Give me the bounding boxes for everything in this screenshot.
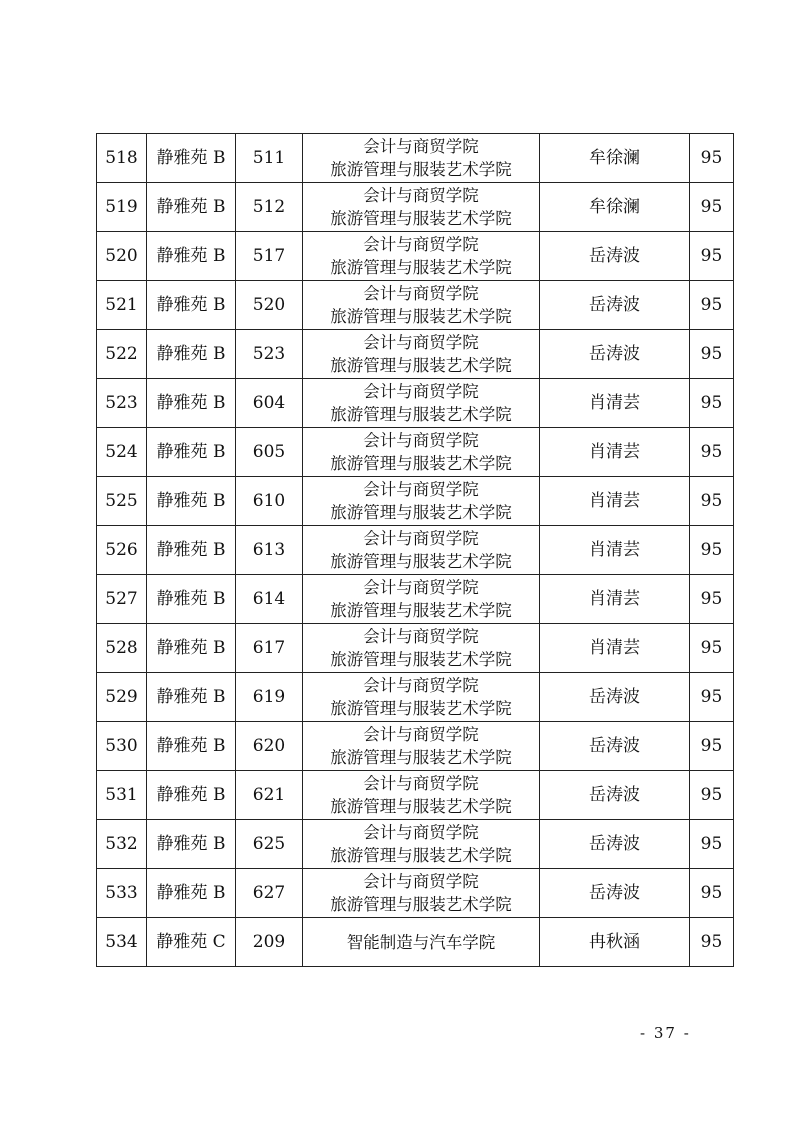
cell-room: 511 [236, 134, 303, 183]
college-line: 会计与商贸学院 [363, 774, 479, 793]
cell-score: 95 [690, 722, 734, 771]
cell-number: 531 [97, 771, 147, 820]
cell-score: 95 [690, 232, 734, 281]
table-row [97, 134, 734, 183]
cell-building: 静雅苑 B [147, 526, 236, 575]
cell-building: 静雅苑 B [147, 330, 236, 379]
cell-person: 冉秋涵 [540, 918, 690, 967]
cell-person: 肖清芸 [540, 379, 690, 428]
cell-score: 95 [690, 379, 734, 428]
cell-building: 静雅苑 B [147, 820, 236, 869]
cell-number: 534 [97, 918, 147, 967]
cell-college [303, 624, 540, 673]
cell-building: 静雅苑 B [147, 722, 236, 771]
cell-college [303, 575, 540, 624]
cell-person: 岳涛波 [540, 771, 690, 820]
college-line: 旅游管理与服装艺术学院 [330, 699, 512, 718]
cell-room: 625 [236, 820, 303, 869]
college-line: 会计与商贸学院 [363, 333, 479, 352]
cell-room: 610 [236, 477, 303, 526]
cell-number: 533 [97, 869, 147, 918]
college-line: 旅游管理与服装艺术学院 [330, 748, 512, 767]
cell-college [303, 281, 540, 330]
cell-room: 523 [236, 330, 303, 379]
cell-score: 95 [690, 477, 734, 526]
cell-college [303, 820, 540, 869]
cell-room: 620 [236, 722, 303, 771]
cell-college [303, 330, 540, 379]
cell-building: 静雅苑 B [147, 379, 236, 428]
college-line: 旅游管理与服装艺术学院 [330, 895, 512, 914]
college-line: 会计与商贸学院 [363, 480, 479, 499]
table-row [97, 526, 734, 575]
cell-college [303, 183, 540, 232]
college-line: 旅游管理与服装艺术学院 [330, 552, 512, 571]
cell-person: 肖清芸 [540, 428, 690, 477]
cell-number: 530 [97, 722, 147, 771]
cell-college [303, 869, 540, 918]
cell-number: 521 [97, 281, 147, 330]
cell-room: 209 [236, 918, 303, 967]
table-row [97, 918, 734, 967]
college-line: 旅游管理与服装艺术学院 [330, 797, 512, 816]
cell-college [303, 232, 540, 281]
cell-building: 静雅苑 C [147, 918, 236, 967]
cell-number: 518 [97, 134, 147, 183]
table-row [97, 232, 734, 281]
table-row [97, 477, 734, 526]
cell-room: 621 [236, 771, 303, 820]
table-row [97, 869, 734, 918]
cell-score: 95 [690, 820, 734, 869]
cell-room: 520 [236, 281, 303, 330]
dormitory-score-table [96, 133, 734, 967]
table-row [97, 183, 734, 232]
cell-building: 静雅苑 B [147, 232, 236, 281]
cell-score: 95 [690, 428, 734, 477]
college-line: 会计与商贸学院 [363, 137, 479, 156]
cell-number: 527 [97, 575, 147, 624]
table-row [97, 281, 734, 330]
cell-college [303, 379, 540, 428]
cell-college [303, 428, 540, 477]
college-line: 会计与商贸学院 [363, 823, 479, 842]
cell-college [303, 526, 540, 575]
table-row [97, 428, 734, 477]
page-number: - 37 - [640, 1024, 691, 1042]
cell-room: 617 [236, 624, 303, 673]
cell-building: 静雅苑 B [147, 134, 236, 183]
cell-person: 岳涛波 [540, 820, 690, 869]
cell-score: 95 [690, 183, 734, 232]
college-line: 旅游管理与服装艺术学院 [330, 846, 512, 865]
cell-building: 静雅苑 B [147, 281, 236, 330]
college-line: 会计与商贸学院 [363, 627, 479, 646]
cell-number: 525 [97, 477, 147, 526]
cell-person: 岳涛波 [540, 330, 690, 379]
cell-college [303, 673, 540, 722]
cell-score: 95 [690, 281, 734, 330]
college-line: 旅游管理与服装艺术学院 [330, 160, 512, 179]
cell-room: 605 [236, 428, 303, 477]
college-line: 会计与商贸学院 [363, 235, 479, 254]
cell-person: 岳涛波 [540, 722, 690, 771]
cell-score: 95 [690, 673, 734, 722]
cell-room: 627 [236, 869, 303, 918]
cell-room: 613 [236, 526, 303, 575]
college-line: 旅游管理与服装艺术学院 [330, 454, 512, 473]
cell-number: 529 [97, 673, 147, 722]
college-line: 旅游管理与服装艺术学院 [330, 307, 512, 326]
college-line: 会计与商贸学院 [363, 578, 479, 597]
cell-building: 静雅苑 B [147, 624, 236, 673]
cell-person: 岳涛波 [540, 281, 690, 330]
college-line: 旅游管理与服装艺术学院 [330, 258, 512, 277]
college-line: 会计与商贸学院 [363, 872, 479, 891]
cell-person: 肖清芸 [540, 477, 690, 526]
cell-building: 静雅苑 B [147, 673, 236, 722]
cell-number: 532 [97, 820, 147, 869]
cell-number: 522 [97, 330, 147, 379]
college-line: 智能制造与汽车学院 [346, 932, 496, 952]
college-line: 旅游管理与服装艺术学院 [330, 601, 512, 620]
cell-building: 静雅苑 B [147, 183, 236, 232]
table-body [97, 134, 734, 967]
cell-person: 肖清芸 [540, 624, 690, 673]
cell-score: 95 [690, 134, 734, 183]
cell-person: 岳涛波 [540, 673, 690, 722]
cell-person: 岳涛波 [540, 869, 690, 918]
college-line: 旅游管理与服装艺术学院 [330, 356, 512, 375]
cell-score: 95 [690, 526, 734, 575]
cell-number: 524 [97, 428, 147, 477]
table-row [97, 330, 734, 379]
cell-number: 526 [97, 526, 147, 575]
cell-building: 静雅苑 B [147, 428, 236, 477]
cell-number: 519 [97, 183, 147, 232]
cell-person: 岳涛波 [540, 232, 690, 281]
college-line: 会计与商贸学院 [363, 529, 479, 548]
cell-room: 512 [236, 183, 303, 232]
cell-score: 95 [690, 330, 734, 379]
cell-building: 静雅苑 B [147, 869, 236, 918]
table-row [97, 820, 734, 869]
cell-score: 95 [690, 918, 734, 967]
cell-score: 95 [690, 575, 734, 624]
cell-score: 95 [690, 624, 734, 673]
college-line: 会计与商贸学院 [363, 382, 479, 401]
cell-room: 614 [236, 575, 303, 624]
college-line: 会计与商贸学院 [363, 725, 479, 744]
college-line: 会计与商贸学院 [363, 186, 479, 205]
college-line: 旅游管理与服装艺术学院 [330, 209, 512, 228]
cell-room: 604 [236, 379, 303, 428]
table-row [97, 673, 734, 722]
cell-number: 523 [97, 379, 147, 428]
cell-person: 牟徐澜 [540, 134, 690, 183]
cell-room: 517 [236, 232, 303, 281]
cell-score: 95 [690, 869, 734, 918]
cell-number: 520 [97, 232, 147, 281]
table-row [97, 722, 734, 771]
table-row [97, 379, 734, 428]
cell-college [303, 771, 540, 820]
cell-college [303, 477, 540, 526]
cell-building: 静雅苑 B [147, 477, 236, 526]
college-line: 旅游管理与服装艺术学院 [330, 405, 512, 424]
cell-college [303, 134, 540, 183]
cell-score: 95 [690, 771, 734, 820]
table-row [97, 624, 734, 673]
cell-person: 肖清芸 [540, 575, 690, 624]
college-line: 会计与商贸学院 [363, 676, 479, 695]
cell-person: 肖清芸 [540, 526, 690, 575]
college-line: 会计与商贸学院 [363, 431, 479, 450]
college-line: 旅游管理与服装艺术学院 [330, 650, 512, 669]
table-row [97, 771, 734, 820]
table-row [97, 575, 734, 624]
college-line: 旅游管理与服装艺术学院 [330, 503, 512, 522]
cell-number: 528 [97, 624, 147, 673]
cell-college [303, 918, 540, 967]
cell-building: 静雅苑 B [147, 575, 236, 624]
cell-person: 牟徐澜 [540, 183, 690, 232]
college-line: 会计与商贸学院 [363, 284, 479, 303]
cell-building: 静雅苑 B [147, 771, 236, 820]
cell-room: 619 [236, 673, 303, 722]
cell-college [303, 722, 540, 771]
